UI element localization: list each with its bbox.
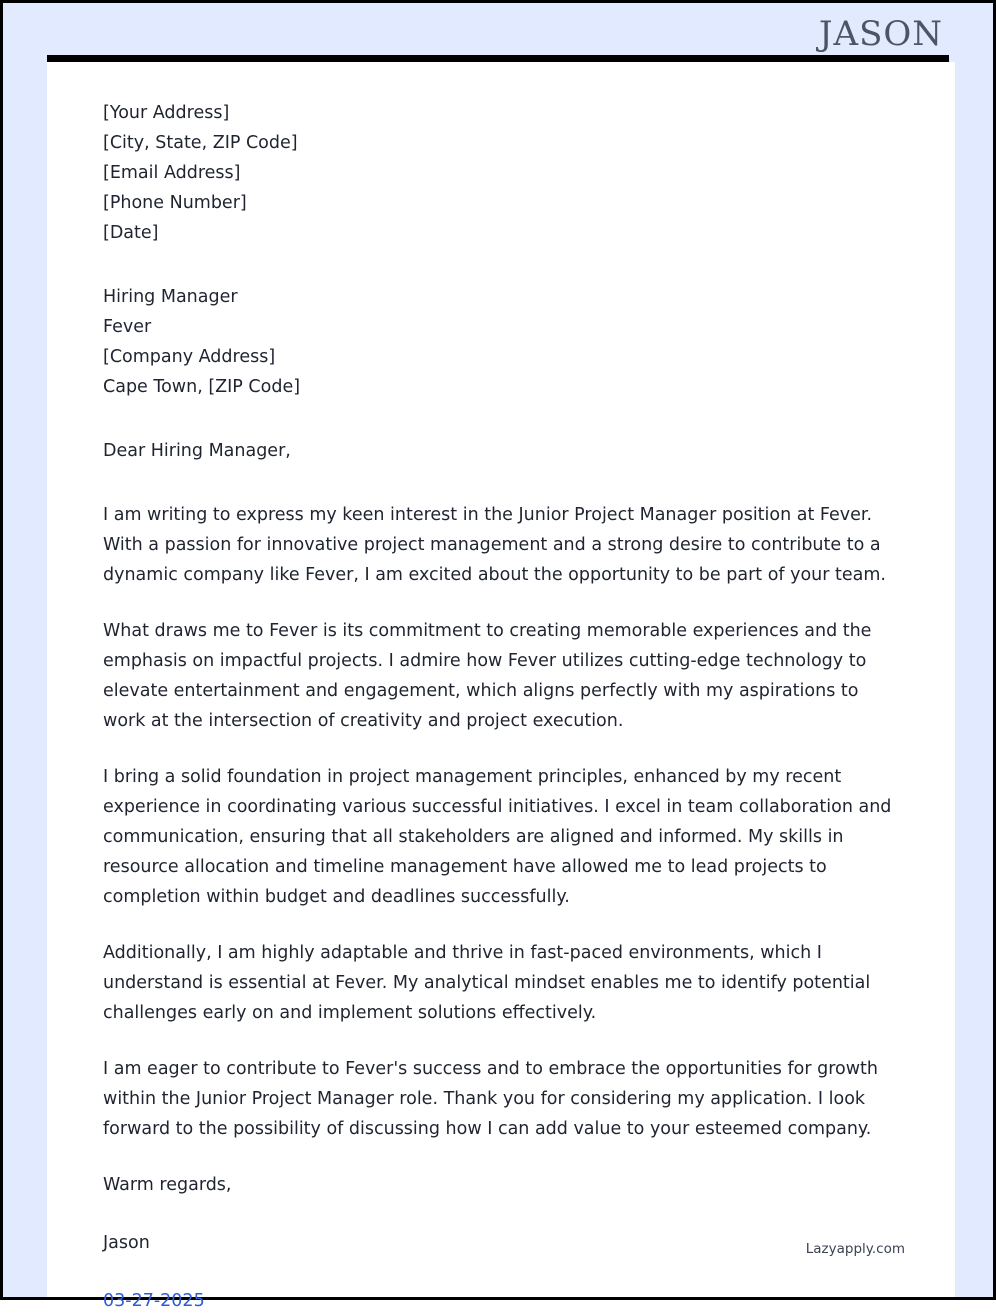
letter-sheet [47, 62, 955, 1311]
sender-address-line: [Phone Number] [103, 193, 247, 213]
body-paragraph: Additionally, I am highly adaptable and thrive in fast-paced environments, which I understand is essential at Fever. My analytical mindset enables me to identify potential challenges early on and implement solutions effectively. [103, 943, 871, 1023]
document-header [3, 3, 993, 55]
footer-brand: Lazyapply.com [805, 1241, 905, 1257]
sender-address-line: [Your Address] [103, 103, 230, 123]
body-paragraph: I bring a solid foundation in project management principles, enhanced by my recent experience in coordinating various successful initiatives. I excel in team collaboration and communication, ensuring that all stakeholders are aligned and informed. My skills in resource allocation and timeline management have allowed me to lead projects to completion within budget and deadlines successfully. [103, 767, 892, 907]
sender-address-block [103, 98, 899, 248]
recipient-address-line: [Company Address] [103, 347, 276, 367]
signature-name: Jason [103, 1233, 150, 1253]
body-paragraph: I am eager to contribute to Fever's success and to embrace the opportunities for growth within the Junior Project Manager role. Thank you for considering my application. I look forward to the possibility of discussing how I can add value to your esteemed company. [103, 1059, 878, 1139]
sender-address-line: [City, State, ZIP Code] [103, 133, 298, 153]
recipient-address-line: Cape Town, [ZIP Code] [103, 377, 301, 397]
recipient-address-block [103, 282, 899, 402]
page-title: JASON [818, 14, 943, 54]
closing: Warm regards, [103, 1175, 232, 1195]
sender-address-line: [Date] [103, 223, 159, 243]
body-paragraph: I am writing to express my keen interest in the Junior Project Manager position at Fever. With a passion for innovative project management and a strong desire to contribute to a dynamic company like Fever, I am excited about the opportunity to be part of your team. [103, 505, 886, 585]
letter-date: 03-27-2025 [103, 1291, 205, 1311]
recipient-address-line: Fever [103, 317, 152, 337]
sender-address-line: [Email Address] [103, 163, 241, 183]
body-paragraph: What draws me to Fever is its commitment to creating memorable experiences and the emphasis on impactful projects. I admire how Fever utilizes cutting-edge technology to elevate entertainment and engagement, which aligns perfectly with my aspirations to work at the intersection of creativity and project execution. [103, 621, 872, 731]
header-divider [47, 55, 949, 62]
salutation: Dear Hiring Manager, [103, 441, 291, 461]
recipient-address-line: Hiring Manager [103, 287, 238, 307]
